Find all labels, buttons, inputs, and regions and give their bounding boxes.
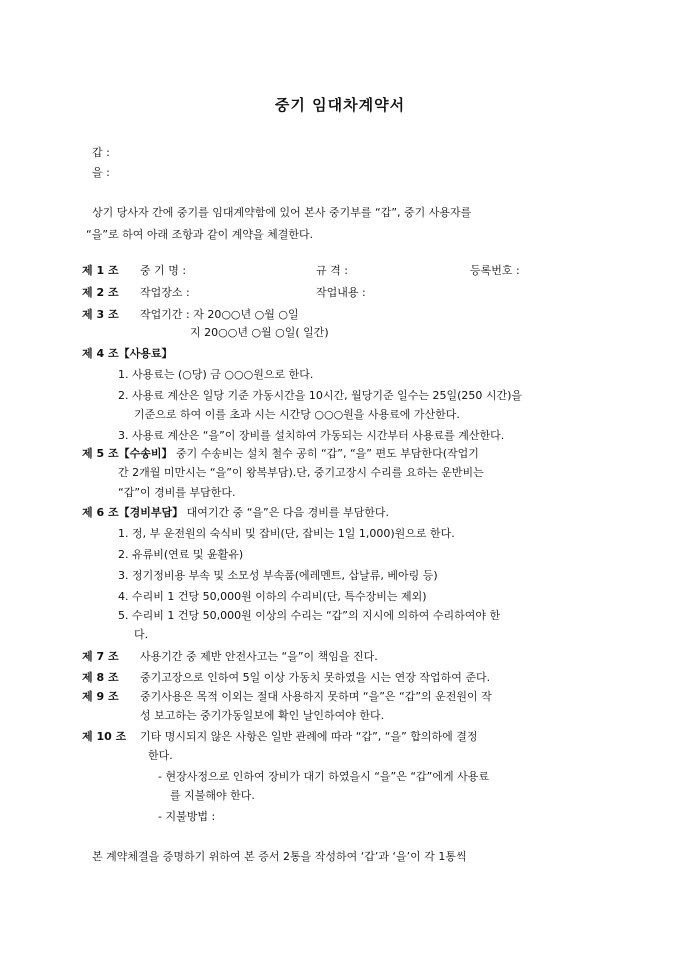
article-2-number: 제 2 조	[82, 286, 119, 299]
article-4-item-3: 3. 사용료 계산은 “을”이 장비를 설치하여 가동되는 시간부터 사용료를 계산한다.	[118, 429, 505, 442]
article-10-sub-1-cont: 를 지불해야 한다.	[170, 789, 255, 802]
article-6-item-2: 2. 유류비(연료 및 윤활유)	[118, 548, 244, 561]
work-content-label: 작업내용 :	[316, 286, 366, 299]
article-5-text: 중기 수송비는 설치 철수 공히 “갑”, “을” 편도 부담한다(작업기	[175, 447, 479, 460]
closing-statement: 본 계약체결을 증명하기 위하여 본 증서 2통을 작성하여 ‘갑’과 ‘을’이 각 1통씩	[92, 850, 467, 863]
article-10-line-1: 기타 명시되지 않은 사항은 일반 관례에 따라 “갑”, “을” 합의하에 결정	[140, 730, 478, 743]
article-7-text: 사용기간 중 제반 안전사고는 “을”이 책임을 진다.	[140, 650, 378, 663]
article-5-line-2: 간 2개월 미만시는 “을”이 왕복부담).단, 중기고장시 수리를 요하는 운반비는	[118, 466, 484, 479]
work-period-line-2: 지 20○○년 ○월 ○일( 일간)	[190, 326, 329, 339]
registration-number-label: 등록번호 :	[470, 264, 520, 277]
article-9-number: 제 9 조	[82, 690, 119, 703]
party-b-label: 을 :	[92, 166, 110, 179]
article-3-number: 제 3 조	[82, 308, 119, 321]
article-1-number: 제 1 조	[82, 264, 119, 277]
article-6-text: 대여기간 중 “을”은 다음 경비를 부담한다.	[186, 506, 389, 519]
article-6-heading: 제 6 조【경비부담】	[82, 506, 184, 519]
article-4-heading: 제 4 조【사용료】	[82, 347, 173, 360]
article-10-sub-1: - 현장사정으로 인하여 장비가 대기 하였을시 “을”은 “갑”에게 사용료	[158, 770, 490, 783]
document-title: 중기 임대차계약서	[274, 96, 406, 114]
article-7-number: 제 7 조	[82, 650, 119, 663]
article-6-item-3: 3. 정기정비용 부속 및 소모성 부속품(에레멘트, 삽날류, 베아링 등)	[118, 569, 438, 582]
article-10-sub-2: - 지불방법 :	[158, 810, 216, 823]
article-5-line-3: “갑”이 경비를 부담한다.	[118, 486, 236, 499]
article-10-number: 제 10 조	[82, 730, 127, 743]
equipment-name-label: 중 기 명 :	[140, 264, 187, 277]
article-8-number: 제 8 조	[82, 671, 119, 684]
article-8-text: 중기고장으로 인하여 5일 이상 가동치 못하였을 시는 연장 작업하여 준다.	[140, 671, 491, 684]
article-5-heading: 제 5 조【수송비】	[82, 447, 173, 460]
article-10-line-2: 한다.	[148, 749, 173, 762]
article-9-line-1: 중기사용은 목적 이외는 절대 사용하지 못하며 “을”은 “갑”의 운전원이 작	[140, 690, 492, 703]
preamble-line-1: 상기 당사자 간에 중기를 임대계약함에 있어 본사 중기부를 “갑”, 중기 사용자를	[92, 206, 472, 219]
article-6-line-1	[82, 506, 389, 520]
spec-label: 규 격 :	[316, 264, 348, 277]
work-site-label: 작업장소 :	[140, 286, 190, 299]
article-9-line-2: 성 보고하는 중기가동일보에 확인 날인하여야 한다.	[140, 709, 385, 722]
article-6-item-5-cont: 다.	[134, 628, 149, 641]
article-6-item-4: 4. 수리비 1 건당 50,000원 이하의 수리비(단, 특수장비는 제외)	[118, 590, 427, 603]
party-a-label: 갑 :	[92, 146, 110, 159]
work-period-line-1: 작업기간 : 자 20○○년 ○월 ○일	[140, 308, 299, 321]
article-4-item-2: 2. 사용료 계산은 일당 기준 가동시간을 10시간, 월당기준 일수는 25일(250 시간)을	[118, 389, 523, 402]
article-6-item-1: 1. 정, 부 운전원의 숙식비 및 잡비(단, 잡비는 1일 1,000)원으로 한다.	[118, 527, 455, 540]
article-6-item-5: 5. 수리비 1 건당 50,000원 이상의 수리는 “갑”의 지시에 의하여 수리하여야 한	[118, 609, 501, 622]
preamble-line-2: “을”로 하여 아래 조항과 같이 계약을 체결한다.	[86, 228, 314, 241]
article-4-item-2-cont: 기준으로 하여 이를 초과 시는 시간당 ○○○원을 사용료에 가산한다.	[134, 408, 460, 421]
article-5-line-1	[82, 447, 479, 461]
article-4-item-1: 1. 사용료는 (○당) 금 ○○○원으로 한다.	[118, 368, 314, 381]
